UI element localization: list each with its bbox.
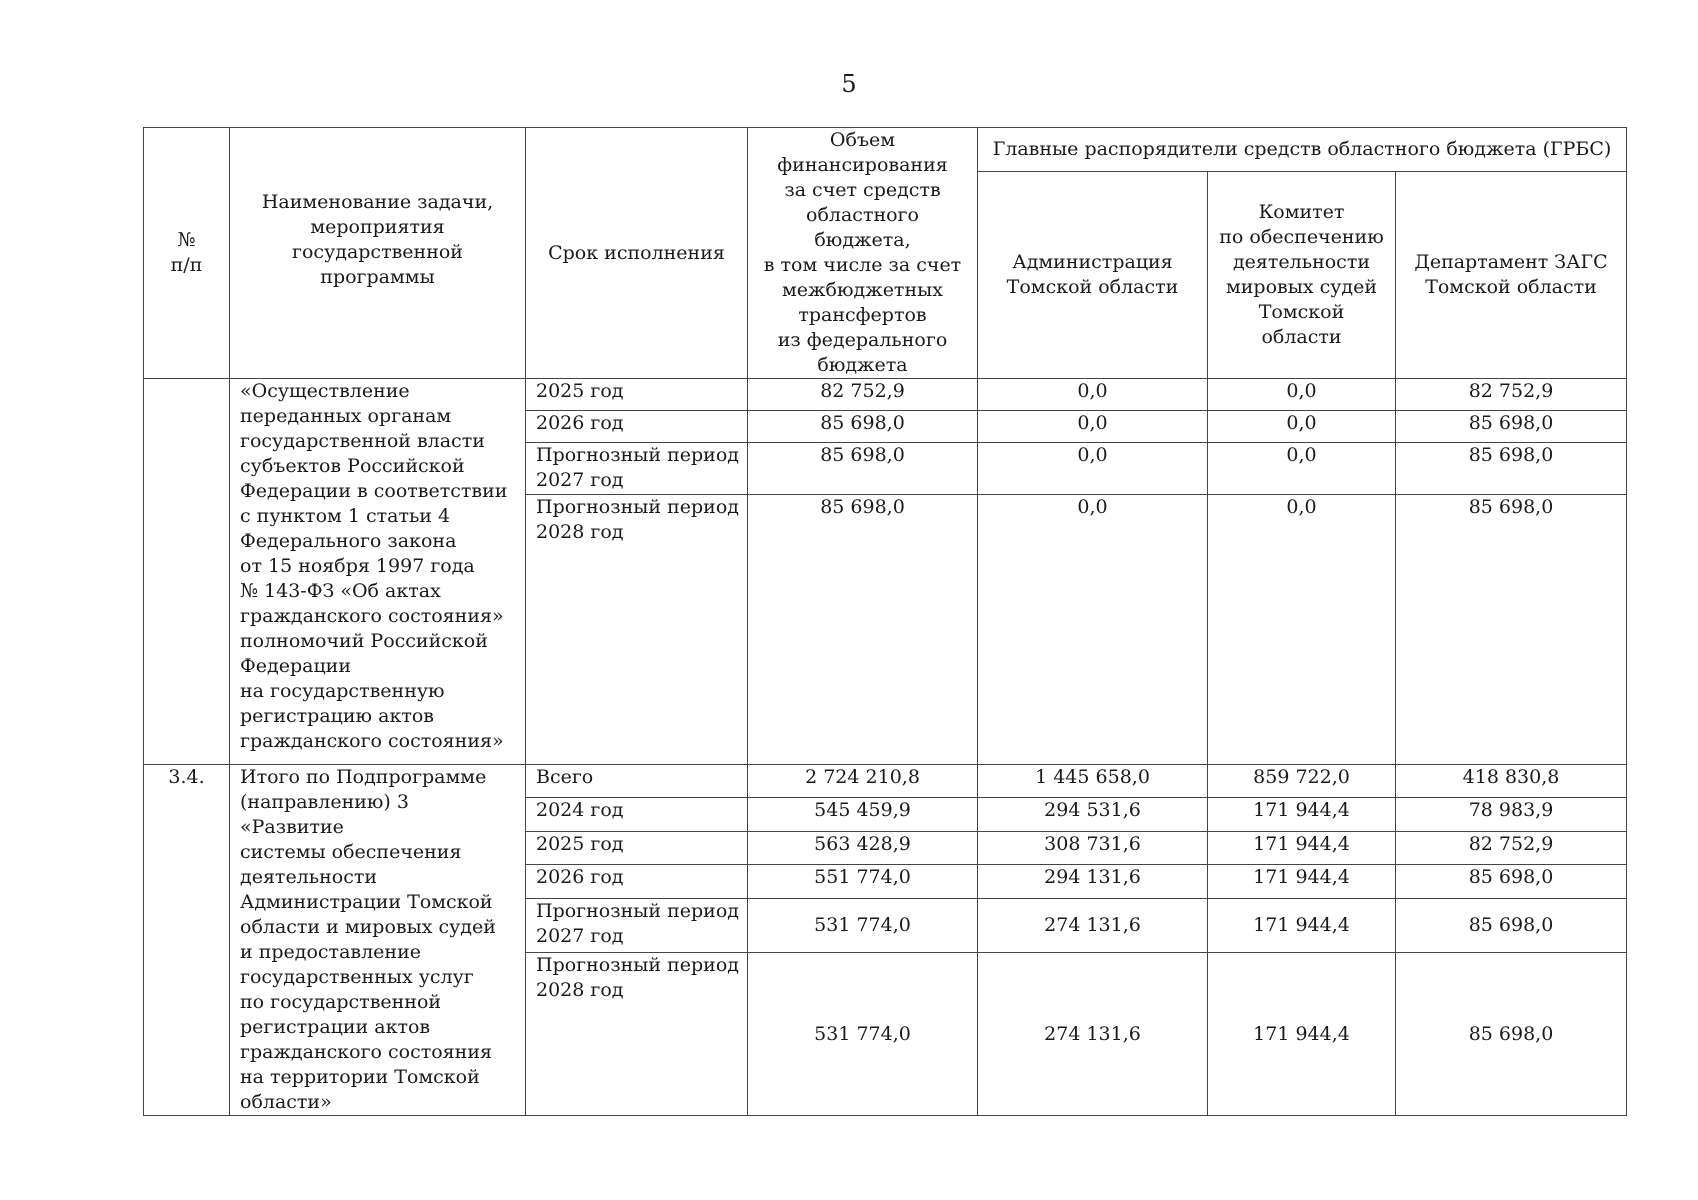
zags-cell: 418 830,8 bbox=[1396, 765, 1627, 798]
zags-cell: 85 698,0 bbox=[1396, 953, 1627, 1116]
volume-cell: 82 752,9 bbox=[748, 379, 978, 411]
volume-cell: 531 774,0 bbox=[748, 898, 978, 952]
committee-cell: 859 722,0 bbox=[1208, 765, 1396, 798]
zags-cell: 82 752,9 bbox=[1396, 831, 1627, 864]
header-volume: Объем финансирования за счет средств областного бюджета, в том числе за счет межбюджетных трансфертов из федерального бюджета bbox=[748, 128, 978, 379]
volume-cell: 85 698,0 bbox=[748, 411, 978, 443]
admin-cell: 0,0 bbox=[978, 495, 1208, 765]
admin-cell: 1 445 658,0 bbox=[978, 765, 1208, 798]
committee-cell: 0,0 bbox=[1208, 411, 1396, 443]
header-grbs: Главные распорядители средств областного бюджета (ГРБС) bbox=[978, 128, 1627, 172]
period-cell: 2024 год bbox=[526, 798, 748, 831]
admin-cell: 0,0 bbox=[978, 411, 1208, 443]
table-row bbox=[144, 379, 1627, 411]
volume-cell: 563 428,9 bbox=[748, 831, 978, 864]
zags-cell: 82 752,9 bbox=[1396, 379, 1627, 411]
admin-cell: 274 131,6 bbox=[978, 898, 1208, 952]
period-cell: 2026 год bbox=[526, 411, 748, 443]
volume-cell: 85 698,0 bbox=[748, 495, 978, 765]
table-row bbox=[144, 765, 1627, 798]
volume-cell: 545 459,9 bbox=[748, 798, 978, 831]
period-cell: Прогнозный период 2027 год bbox=[526, 443, 748, 495]
period-cell: Прогнозный период 2028 год bbox=[526, 495, 748, 765]
committee-cell: 171 944,4 bbox=[1208, 953, 1396, 1116]
admin-cell: 0,0 bbox=[978, 443, 1208, 495]
zags-cell: 85 698,0 bbox=[1396, 443, 1627, 495]
header-admin: Администрация Томской области bbox=[978, 171, 1208, 378]
period-cell: Всего bbox=[526, 765, 748, 798]
admin-cell: 0,0 bbox=[978, 379, 1208, 411]
volume-cell: 551 774,0 bbox=[748, 865, 978, 898]
budget-table bbox=[143, 127, 1627, 1116]
admin-cell: 294 131,6 bbox=[978, 865, 1208, 898]
committee-cell: 171 944,4 bbox=[1208, 798, 1396, 831]
header-num: № п/п bbox=[144, 128, 230, 379]
volume-cell: 2 724 210,8 bbox=[748, 765, 978, 798]
page-number: 5 bbox=[841, 70, 857, 98]
committee-cell: 0,0 bbox=[1208, 443, 1396, 495]
zags-cell: 85 698,0 bbox=[1396, 495, 1627, 765]
header-task: Наименование задачи, мероприятия государственной программы bbox=[230, 128, 526, 379]
header-committee: Комитет по обеспечению деятельности мировых судей Томской области bbox=[1208, 171, 1396, 378]
section2-task: Итого по Подпрограмме (направлению) 3 «Развитие системы обеспечения деятельности Администрации Томской области и мировых судей и предоставление государственных услуг по государственной регистрации актов гражданского состояния на территории Томской области» bbox=[230, 765, 526, 1116]
section2-num: 3.4. bbox=[144, 765, 230, 1116]
committee-cell: 171 944,4 bbox=[1208, 865, 1396, 898]
committee-cell: 171 944,4 bbox=[1208, 831, 1396, 864]
period-cell: 2025 год bbox=[526, 831, 748, 864]
zags-cell: 85 698,0 bbox=[1396, 898, 1627, 952]
committee-cell: 171 944,4 bbox=[1208, 898, 1396, 952]
committee-cell: 0,0 bbox=[1208, 379, 1396, 411]
committee-cell: 0,0 bbox=[1208, 495, 1396, 765]
header-period: Срок исполнения bbox=[526, 128, 748, 379]
section1-task: «Осуществление переданных органам государственной власти субъектов Российской Федерации в соответствии с пунктом 1 статьи 4 Федерального закона от 15 ноября 1997 года № 143-ФЗ «Об актах гражданского состояния» полномочий Российской Федерации на государственную регистрацию актов гражданского состояния» bbox=[230, 379, 526, 765]
header-row-1 bbox=[144, 128, 1627, 172]
zags-cell: 78 983,9 bbox=[1396, 798, 1627, 831]
header-zags: Департамент ЗАГС Томской области bbox=[1396, 171, 1627, 378]
admin-cell: 294 531,6 bbox=[978, 798, 1208, 831]
period-cell: Прогнозный период 2027 год bbox=[526, 898, 748, 952]
zags-cell: 85 698,0 bbox=[1396, 411, 1627, 443]
period-cell: Прогнозный период 2028 год bbox=[526, 953, 748, 1116]
zags-cell: 85 698,0 bbox=[1396, 865, 1627, 898]
volume-cell: 85 698,0 bbox=[748, 443, 978, 495]
period-cell: 2026 год bbox=[526, 865, 748, 898]
section1-num-cell bbox=[144, 379, 230, 765]
admin-cell: 274 131,6 bbox=[978, 953, 1208, 1116]
volume-cell: 531 774,0 bbox=[748, 953, 978, 1116]
admin-cell: 308 731,6 bbox=[978, 831, 1208, 864]
period-cell: 2025 год bbox=[526, 379, 748, 411]
